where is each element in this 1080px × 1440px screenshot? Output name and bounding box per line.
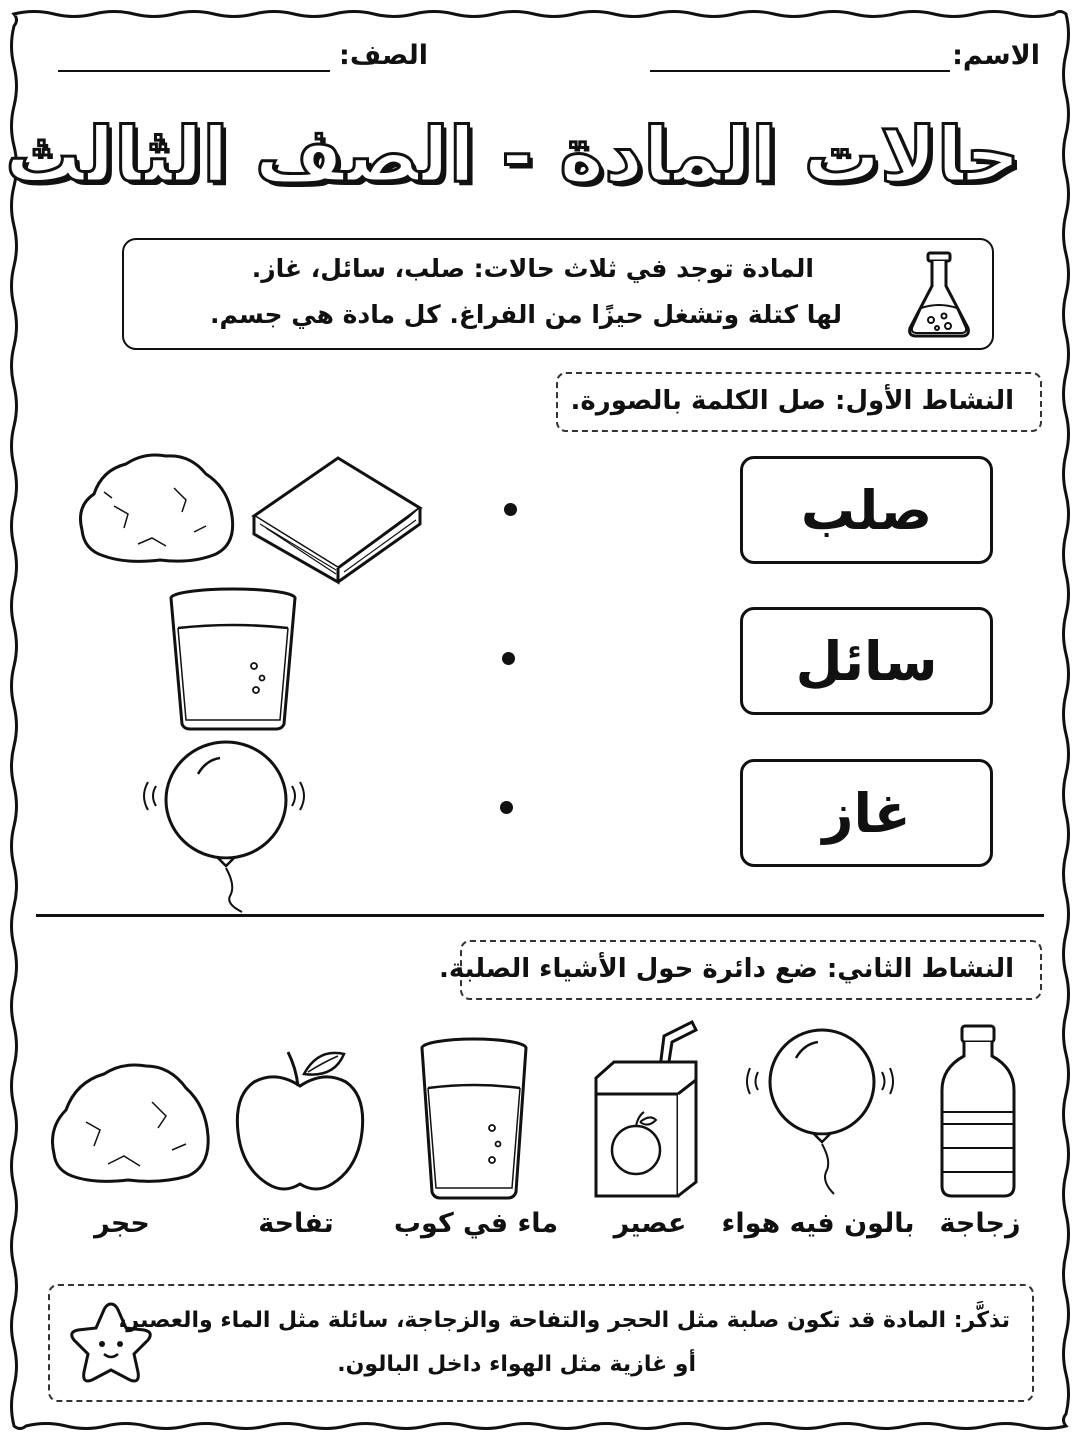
reminder-box <box>48 1284 1034 1402</box>
word-liquid[interactable]: سائل <box>740 607 993 715</box>
balloon-icon[interactable] <box>132 742 318 914</box>
section-divider <box>36 914 1044 917</box>
caption-apple: تفاحة <box>258 1208 334 1239</box>
caption-bottle: زجاجة <box>939 1208 1021 1239</box>
reminder-line-1: تذكَّر: المادة قد تكون صلبة مثل الحجر والتفاحة والزجاجة، سائلة مثل الماء والعصير، <box>118 1308 1010 1333</box>
info-line-2: لها كتلة وتشغل حيزًا من الفراغ. كل مادة هي جسم. <box>210 300 842 329</box>
flask-icon <box>904 250 974 342</box>
activity-1-header <box>556 372 1042 432</box>
glass-of-water-icon[interactable] <box>418 1036 530 1202</box>
class-label: الصف: <box>339 40 428 71</box>
bottle-icon[interactable] <box>938 1024 1018 1200</box>
word-solid[interactable]: صلب <box>740 456 993 564</box>
match-dot-2[interactable] <box>502 652 515 665</box>
match-dot-1[interactable] <box>504 503 517 516</box>
glass-of-water-icon[interactable] <box>166 586 300 732</box>
caption-balloon: بالون فيه هواء <box>721 1208 915 1239</box>
reminder-line-2: أو غازية مثل الهواء داخل البالون. <box>337 1352 696 1377</box>
activity-1-instruction: النشاط الأول: صل الكلمة بالصورة. <box>570 386 1014 416</box>
caption-juice: عصير <box>613 1208 687 1239</box>
juice-box-icon[interactable] <box>592 1018 704 1200</box>
activity-2-instruction: النشاط الثاني: ضع دائرة حول الأشياء الصلبة. <box>438 954 1014 984</box>
page-title: حالات المادة - الصف الثالث <box>5 110 1020 199</box>
word-gas[interactable]: غاز <box>740 759 993 867</box>
activity-2-header <box>438 940 1042 1000</box>
rock-icon[interactable] <box>74 448 238 566</box>
match-dot-3[interactable] <box>500 801 513 814</box>
apple-icon[interactable] <box>234 1044 366 1194</box>
class-field[interactable] <box>58 70 330 72</box>
book-icon[interactable] <box>246 454 426 582</box>
rock-icon[interactable] <box>48 1058 212 1184</box>
name-field[interactable] <box>650 70 950 72</box>
info-line-1: المادة توجد في ثلاث حالات: صلب، سائل، غاز. <box>251 254 814 283</box>
name-label: الاسم: <box>952 40 1040 71</box>
balloon-icon[interactable] <box>740 1028 900 1198</box>
caption-water: ماء في كوب <box>393 1208 559 1239</box>
caption-rock: حجر <box>94 1208 150 1239</box>
info-box <box>122 238 994 350</box>
